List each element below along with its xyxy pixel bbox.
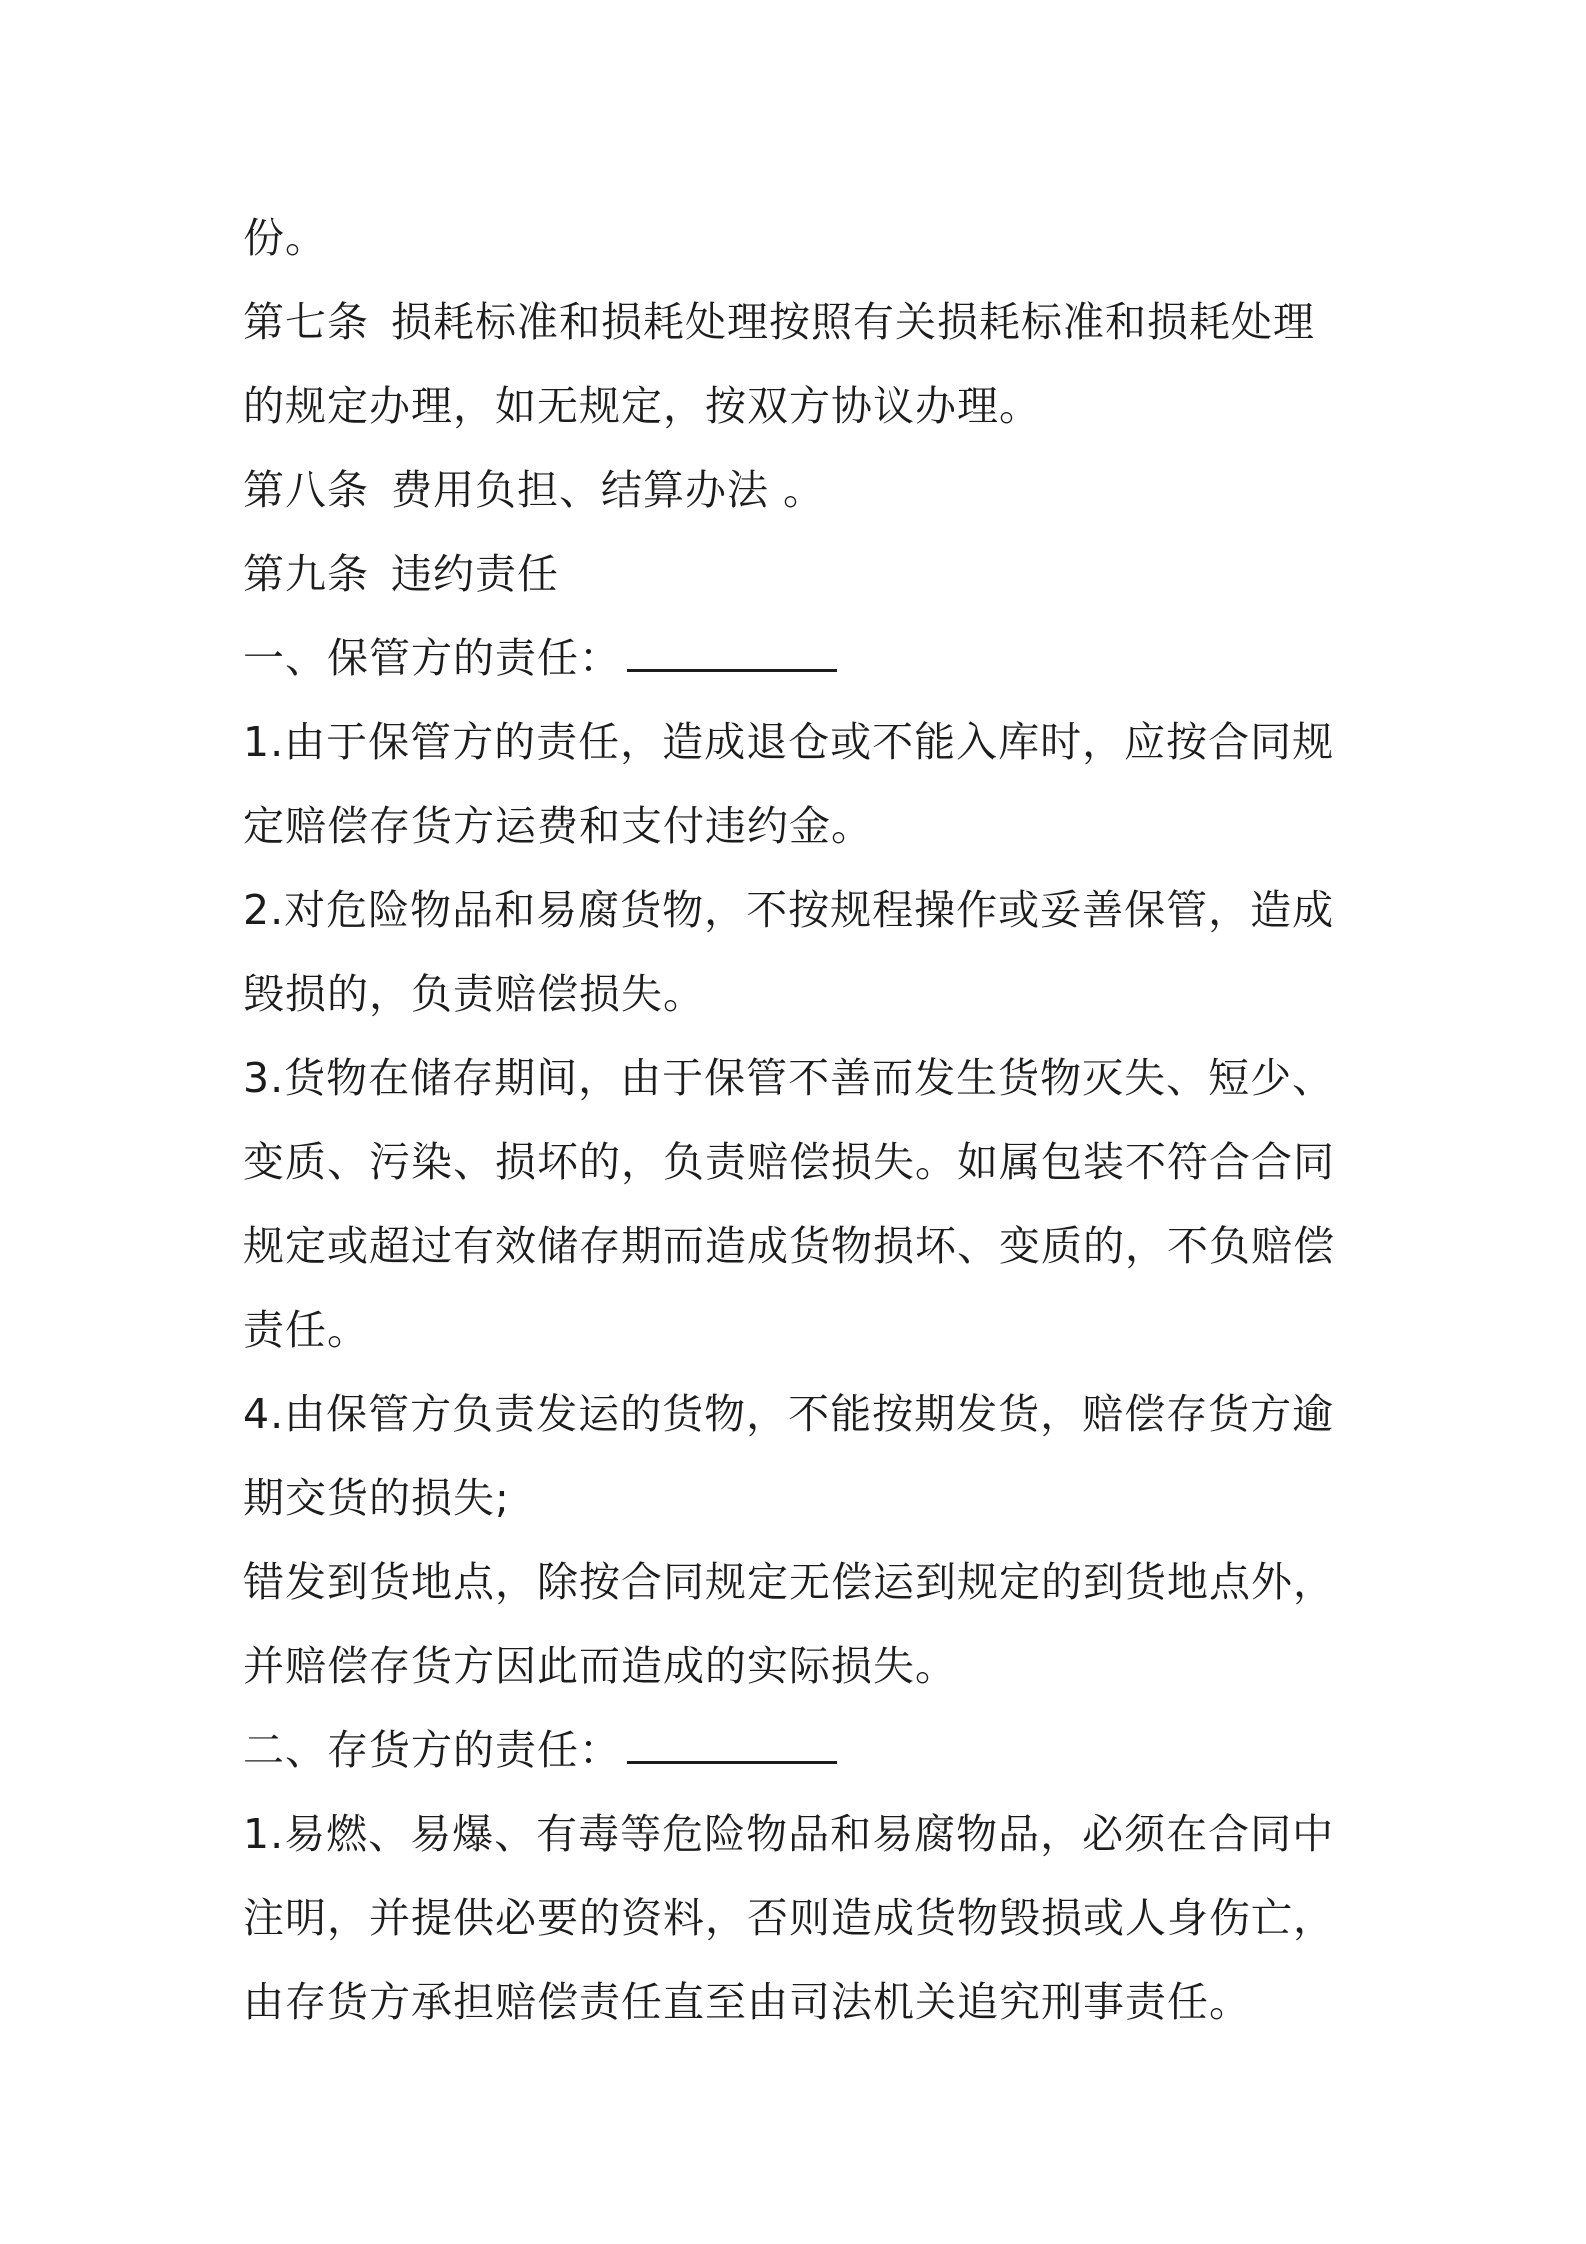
article-9-heading: 第九条	[243, 550, 369, 598]
text-line: 变质、污染、损坏的，负责赔偿损失。如属包装不符合合同	[243, 1138, 1335, 1186]
text-line: 定赔偿存货方运费和支付违约金。	[243, 802, 873, 850]
depositor-liability-line	[243, 1708, 1373, 1792]
text-line: 3.货物在储存期间，由于保管不善而发生货物灭失、短少、	[243, 1054, 1335, 1102]
text-line: 4.由保管方负责发运的货物，不能按期发货，赔偿存货方逾	[243, 1390, 1335, 1438]
custodian-liability-line	[243, 616, 1373, 700]
contract-text-body	[243, 196, 1373, 2044]
text-line: 的规定办理，如无规定，按双方协议办理。	[243, 382, 1041, 430]
text-line: 毁损的，负责赔偿损失。	[243, 970, 705, 1018]
article-8-line	[243, 448, 1373, 532]
article-9-text: 违约责任	[391, 550, 559, 598]
text-line: 由存货方承担赔偿责任直至由司法机关追究刑事责任。	[243, 1978, 1251, 2026]
article-7-text: 损耗标准和损耗处理按照有关损耗标准和损耗处理	[391, 298, 1315, 346]
article-8-heading: 第八条	[243, 466, 369, 514]
text-line: 规定或超过有效储存期而造成货物损坏、变质的，不负赔偿	[243, 1222, 1335, 1270]
text-line: 期交货的损失;	[243, 1474, 510, 1522]
fill-in-blank	[627, 635, 837, 672]
text-line: 并赔偿存货方因此而造成的实际损失。	[243, 1642, 957, 1690]
article-7-heading: 第七条	[243, 298, 369, 346]
depositor-liability-heading: 二、存货方的责任：	[243, 1726, 621, 1774]
fill-in-blank	[627, 1727, 837, 1764]
text-line: 2.对危险物品和易腐货物，不按规程操作或妥善保管，造成	[243, 886, 1335, 934]
text-line: 责任。	[243, 1306, 369, 1354]
text-line: 份。	[243, 214, 327, 262]
text-line: 1.易燃、易爆、有毒等危险物品和易腐物品，必须在合同中	[243, 1810, 1335, 1858]
text-line: 错发到货地点，除按合同规定无偿运到规定的到货地点外，	[243, 1558, 1335, 1606]
text-line: 注明，并提供必要的资料，否则造成货物毁损或人身伤亡，	[243, 1894, 1335, 1942]
article-9-line	[243, 532, 1373, 616]
text-line: 1.由于保管方的责任，造成退仓或不能入库时，应按合同规	[243, 718, 1335, 766]
custodian-liability-heading: 一、保管方的责任：	[243, 634, 621, 682]
article-7-line	[243, 280, 1373, 364]
article-8-text: 费用负担、结算办法 。	[391, 466, 826, 514]
